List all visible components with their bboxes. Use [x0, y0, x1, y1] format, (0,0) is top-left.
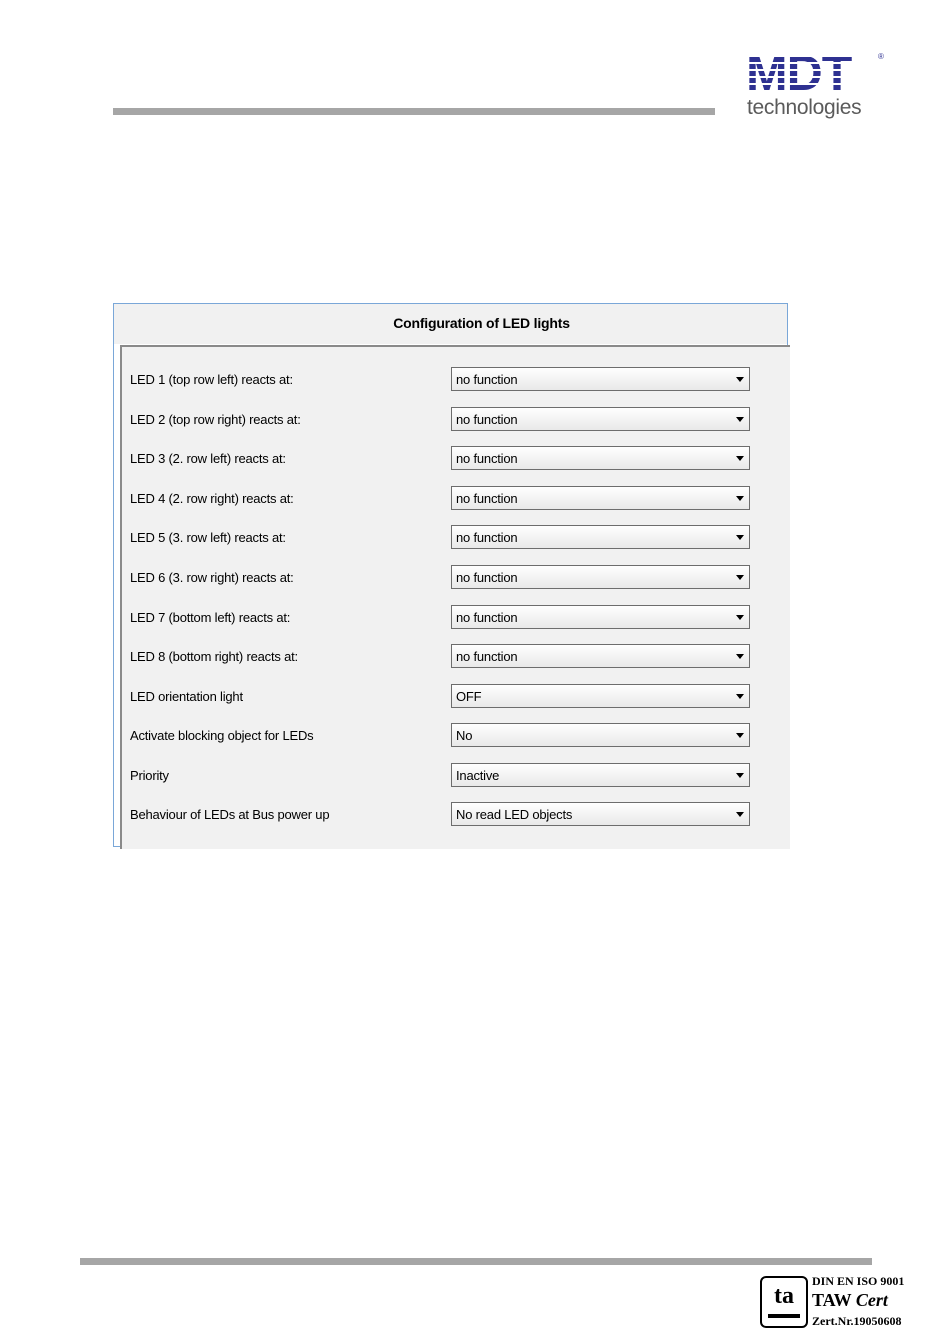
select-value: no function: [456, 610, 518, 625]
setting-row-priority: [122, 763, 782, 789]
setting-label: LED orientation light: [130, 689, 243, 704]
led-8-select[interactable]: [451, 644, 750, 668]
bus-power-up-select[interactable]: [451, 802, 750, 826]
select-value: no function: [456, 570, 518, 585]
setting-row-blocking-object: [122, 723, 782, 749]
select-value: no function: [456, 451, 518, 466]
mdt-logo: [744, 45, 884, 122]
chevron-down-icon[interactable]: [736, 773, 744, 778]
chevron-down-icon[interactable]: [736, 535, 744, 540]
taw-cert-logo: [760, 1276, 808, 1328]
select-value: No: [456, 728, 473, 743]
chevron-down-icon[interactable]: [736, 575, 744, 580]
setting-label: LED 2 (top row right) reacts at:: [130, 412, 301, 427]
chevron-down-icon[interactable]: [736, 812, 744, 817]
select-value: Inactive: [456, 768, 500, 783]
led-6-select[interactable]: [451, 565, 750, 589]
cert-issuer: [812, 1290, 888, 1311]
cert-issuer-italic: Cert: [855, 1290, 888, 1310]
led-7-select[interactable]: [451, 605, 750, 629]
cert-number: Zert.Nr.19050608: [812, 1314, 902, 1328]
setting-row-led-2: [122, 407, 782, 433]
select-value: no function: [456, 412, 518, 427]
chevron-down-icon[interactable]: [736, 615, 744, 620]
select-value: no function: [456, 649, 518, 664]
setting-label: Behaviour of LEDs at Bus power up: [130, 807, 330, 822]
setting-label: LED 3 (2. row left) reacts at:: [130, 451, 286, 466]
logo-mark: MDT: [746, 50, 882, 96]
panel-body: [120, 345, 790, 849]
chevron-down-icon[interactable]: [736, 417, 744, 422]
chevron-down-icon[interactable]: [736, 654, 744, 659]
led-2-select[interactable]: [451, 407, 750, 431]
setting-row-orientation-light: [122, 684, 782, 710]
blocking-object-select[interactable]: [451, 723, 750, 747]
setting-label: LED 7 (bottom left) reacts at:: [130, 610, 291, 625]
chevron-down-icon[interactable]: [736, 456, 744, 461]
setting-label: LED 4 (2. row right) reacts at:: [130, 491, 294, 506]
header-rule: [113, 108, 715, 115]
priority-select[interactable]: [451, 763, 750, 787]
led-3-select[interactable]: [451, 446, 750, 470]
setting-row-led-5: [122, 525, 782, 551]
cert-standard: DIN EN ISO 9001: [812, 1274, 905, 1288]
setting-label: LED 5 (3. row left) reacts at:: [130, 530, 286, 545]
orientation-light-select[interactable]: [451, 684, 750, 708]
chevron-down-icon[interactable]: [736, 694, 744, 699]
select-value: No read LED objects: [456, 807, 573, 822]
led-5-select[interactable]: [451, 525, 750, 549]
logo-registered-mark: ®: [878, 52, 884, 61]
setting-row-led-3: [122, 446, 782, 472]
led-1-select[interactable]: [451, 367, 750, 391]
setting-row-led-1: [122, 367, 782, 393]
led-4-select[interactable]: [451, 486, 750, 510]
chevron-down-icon[interactable]: [736, 377, 744, 382]
iso-certification: [760, 1274, 930, 1334]
select-value: no function: [456, 372, 518, 387]
select-value: OFF: [456, 689, 482, 704]
setting-row-led-7: [122, 605, 782, 631]
cert-logo-bar: [768, 1314, 800, 1318]
setting-row-led-8: [122, 644, 782, 670]
setting-label: Activate blocking object for LEDs: [130, 728, 314, 743]
panel-header: [114, 304, 787, 344]
setting-row-led-4: [122, 486, 782, 512]
logo-subtitle: technologies: [747, 96, 862, 119]
setting-label: LED 1 (top row left) reacts at:: [130, 372, 293, 387]
chevron-down-icon[interactable]: [736, 733, 744, 738]
setting-label: LED 8 (bottom right) reacts at:: [130, 649, 298, 664]
select-value: no function: [456, 530, 518, 545]
setting-label: Priority: [130, 768, 169, 783]
led-config-panel: [113, 303, 788, 847]
setting-row-bus-power-up: [122, 802, 782, 828]
cert-logo-text: ta: [774, 1283, 794, 1309]
setting-row-led-6: [122, 565, 782, 591]
cert-issuer-main: TAW: [812, 1290, 852, 1310]
footer-rule: [80, 1258, 872, 1265]
chevron-down-icon[interactable]: [736, 496, 744, 501]
select-value: no function: [456, 491, 518, 506]
panel-title: Configuration of LED lights: [393, 315, 570, 331]
setting-label: LED 6 (3. row right) reacts at:: [130, 570, 294, 585]
